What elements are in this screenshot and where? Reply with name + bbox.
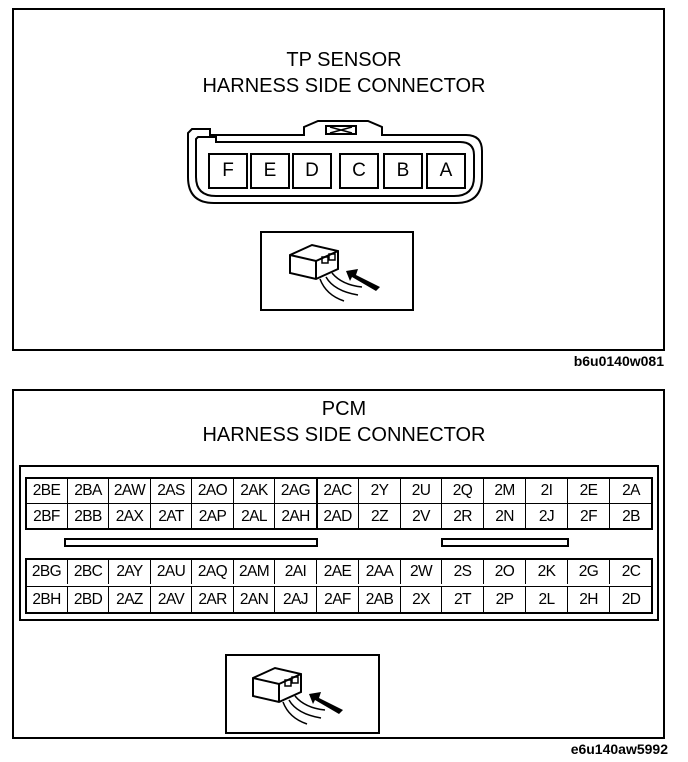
pcm-pin-2d: 2D [609,587,652,612]
tp-viewing-direction-illustration [260,231,414,311]
pcm-pin-2i: 2I [525,478,567,503]
pcm-pin-2m: 2M [483,478,525,503]
pcm-pin-2ax: 2AX [108,504,150,529]
tp-pin-e: E [250,153,290,189]
pcm-pin-2o: 2O [483,559,525,584]
pcm-title-line2: HARNESS SIDE CONNECTOR [202,424,486,446]
pcm-pin-2be: 2BE [32,482,61,499]
pcm-pin-2ay: 2AY [108,559,150,584]
tp-pin-f: F [208,153,248,189]
pcm-pin-2av: 2AV [150,587,191,612]
pcm-pin-2y: 2Y [358,478,400,503]
pcm-pin-2u: 2U [400,478,441,503]
connector-arrow-icon [262,233,412,309]
pcm-pin-2aq: 2AQ [191,559,233,584]
pcm-pin-2ag: 2AG [274,478,316,503]
tp-title-line2: HARNESS SIDE CONNECTOR [202,75,486,97]
pcm-pin-2t: 2T [441,587,483,612]
pcm-pin-2n: 2N [483,504,525,529]
pcm-pin-2ab: 2AB [358,587,400,612]
pcm-figure-caption: e6u140aw5992 [570,741,668,757]
pcm-pin-2af: 2AF [316,587,358,612]
pcm-pin-2bh: 2BH [32,591,61,608]
pcm-pin-2as: 2AS [150,478,191,503]
pcm-key-slot-left [64,538,318,547]
pcm-pin-2f: 2F [567,504,609,529]
tp-pin-d: D [292,153,332,189]
pcm-pin-2ai: 2AI [274,559,316,584]
pcm-pin-2b: 2B [609,504,652,529]
pcm-pin-2bg: 2BG [31,563,62,580]
pcm-pin-2ba: 2BA [67,478,108,503]
pcm-pin-2ap: 2AP [191,504,233,529]
pcm-pin-2am: 2AM [233,559,274,584]
tp-pin-c: C [339,153,379,189]
pcm-pin-2au: 2AU [150,559,191,584]
pcm-pin-2az: 2AZ [108,587,150,612]
pcm-pin-2l: 2L [525,587,567,612]
pcm-pin-2q: 2Q [441,478,483,503]
connector-arrow-icon [227,656,378,732]
pcm-pin-2k: 2K [525,559,567,584]
pcm-pin-2ae: 2AE [316,559,358,584]
pcm-pin-2bb: 2BB [67,504,108,529]
pcm-pin-2at: 2AT [150,504,191,529]
pcm-title-line1: PCM [321,398,367,420]
pcm-pin-2w: 2W [400,559,441,584]
pcm-pin-2ao: 2AO [191,478,233,503]
pcm-pin-2ak: 2AK [233,478,274,503]
pcm-pin-2h: 2H [567,587,609,612]
pcm-pin-2al: 2AL [233,504,274,529]
pcm-key-slot-right [441,538,569,547]
pcm-pin-2ar: 2AR [191,587,233,612]
pcm-pin-2g: 2G [567,559,609,584]
pcm-pin-2aj: 2AJ [274,587,316,612]
tp-pin-a: A [426,153,466,189]
pcm-pin-2ah: 2AH [274,504,316,529]
tp-pin-b: B [383,153,423,189]
pcm-pin-2c: 2C [609,559,652,584]
pcm-pin-2r: 2R [441,504,483,529]
pcm-pin-2ac: 2AC [316,478,358,503]
tp-title-line1: TP SENSOR [286,49,402,71]
pcm-pin-2x: 2X [400,587,441,612]
pcm-pin-2ad: 2AD [316,504,358,529]
pcm-pin-2j: 2J [525,504,567,529]
tp-figure-caption: b6u0140w081 [573,353,664,369]
pcm-pin-2s: 2S [441,559,483,584]
pcm-pin-2bd: 2BD [67,587,108,612]
pcm-viewing-direction-illustration [225,654,380,734]
pcm-pin-2aw: 2AW [108,478,150,503]
pcm-pin-2a: 2A [609,478,652,503]
pcm-pin-2e: 2E [567,478,609,503]
pcm-pin-2bc: 2BC [67,559,108,584]
pcm-pin-2p: 2P [483,587,525,612]
pcm-pin-2an: 2AN [233,587,274,612]
pcm-pin-2bf: 2BF [33,508,60,525]
pcm-pin-2aa: 2AA [358,559,400,584]
pcm-pin-2z: 2Z [358,504,400,529]
pcm-pin-2v: 2V [400,504,441,529]
